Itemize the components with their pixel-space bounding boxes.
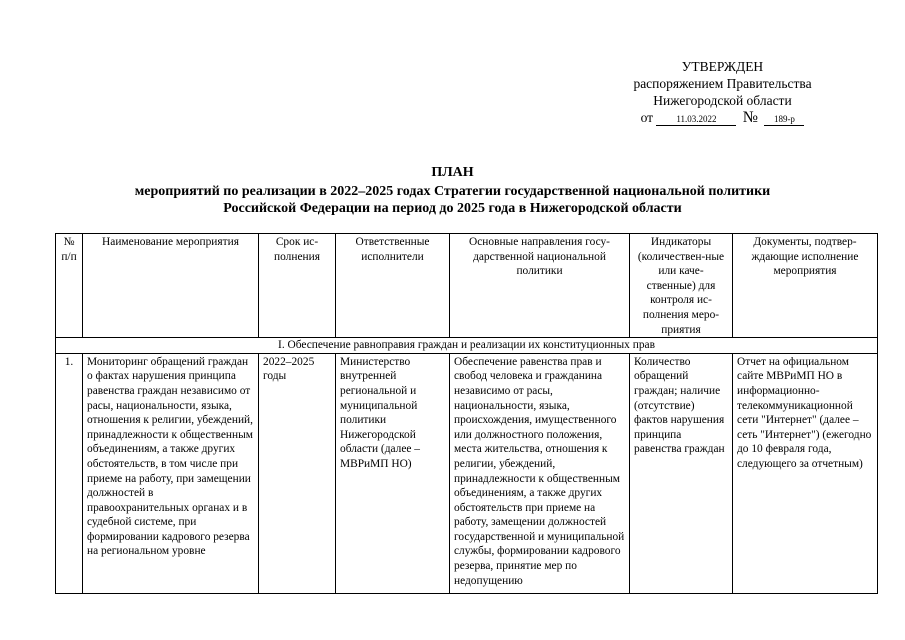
approval-stamp	[590, 58, 855, 126]
row-indicators: Количество обращений граждан; наличие (отсутствие) фактов нарушения принципа равенства граждан	[630, 353, 733, 593]
row-event-name: Мониторинг обращений граждан о фактах нарушения принципа равенства граждан независимо от расы, национальности, языка, отношения к религии, убеждений, принадлежности к общественным объединениям, а также других обстоятельств, в том числе при приеме на работу, при замещении должностей в правоохранительных органах и в судебной системе, при формировании кадрового резерва на региональном уровне	[83, 353, 259, 593]
approval-number-sign: №	[742, 109, 759, 126]
approval-authority: распоряжением Правительства	[633, 76, 812, 91]
header-event-name: Наименование мероприятия	[83, 234, 259, 338]
row-number: 1.	[56, 353, 83, 593]
approval-heading: УТВЕРЖДЕН	[681, 59, 764, 74]
row-directions: Обеспечение равенства прав и свобод человека и гражданина независимо от расы, национальности, языка, происхождения, имущественного или должностного положения, места жительства, отношения к религии, убеждений, принадлежности к общественным объединениям, а также других обстоятельств при приеме на работу, замещении должностей государственной и муниципальной службы, формировании кадрового резерва, принятие мер по недопущению	[450, 353, 630, 593]
header-responsible: Ответственные исполнители	[336, 234, 450, 338]
header-documents: Документы, подтвер-ждающие исполнение мероприятия	[733, 234, 878, 338]
section-title: I. Обеспечение равноправия граждан и реализации их конституционных прав	[56, 338, 878, 354]
row-documents: Отчет на официальном сайте МВРиМП НО в информационно-телекоммуникационной сети "Интернет" (далее – сеть "Интернет") (ежегодно до 10 февраля года, следующего за отчетным)	[733, 353, 878, 593]
plan-title: ПЛАН	[431, 165, 474, 180]
row-responsible: Министерство внутренней региональной и муниципальной политики Нижегородской области (далее – МВРиМП НО)	[336, 353, 450, 593]
approval-date-prefix: от	[640, 110, 654, 125]
plan-subtitle-line1: мероприятий по реализации в 2022–2025 годах Стратегии государственной национальной политики	[134, 184, 771, 199]
header-term: Срок ис-полнения	[259, 234, 336, 338]
plan-table	[55, 233, 878, 594]
document-title	[40, 164, 865, 217]
section-row	[56, 338, 878, 354]
approval-number: 189-р	[764, 113, 804, 126]
header-indicators: Индикаторы (количествен-ные или каче-ственные) для контроля ис-полнения меро-приятия	[630, 234, 733, 338]
approval-region: Нижегородской области	[653, 93, 792, 108]
row-term: 2022–2025 годы	[259, 353, 336, 593]
approval-date-line	[590, 109, 855, 126]
header-number: № п/п	[56, 234, 83, 338]
plan-subtitle-line2: Российской Федерации на период до 2025 года в Нижегородской области	[223, 201, 682, 216]
header-directions: Основные направления госу-дарственной национальной политики	[450, 234, 630, 338]
table-header-row	[56, 234, 878, 338]
table-row	[56, 353, 878, 593]
approval-date: 11.03.2022	[656, 113, 736, 126]
